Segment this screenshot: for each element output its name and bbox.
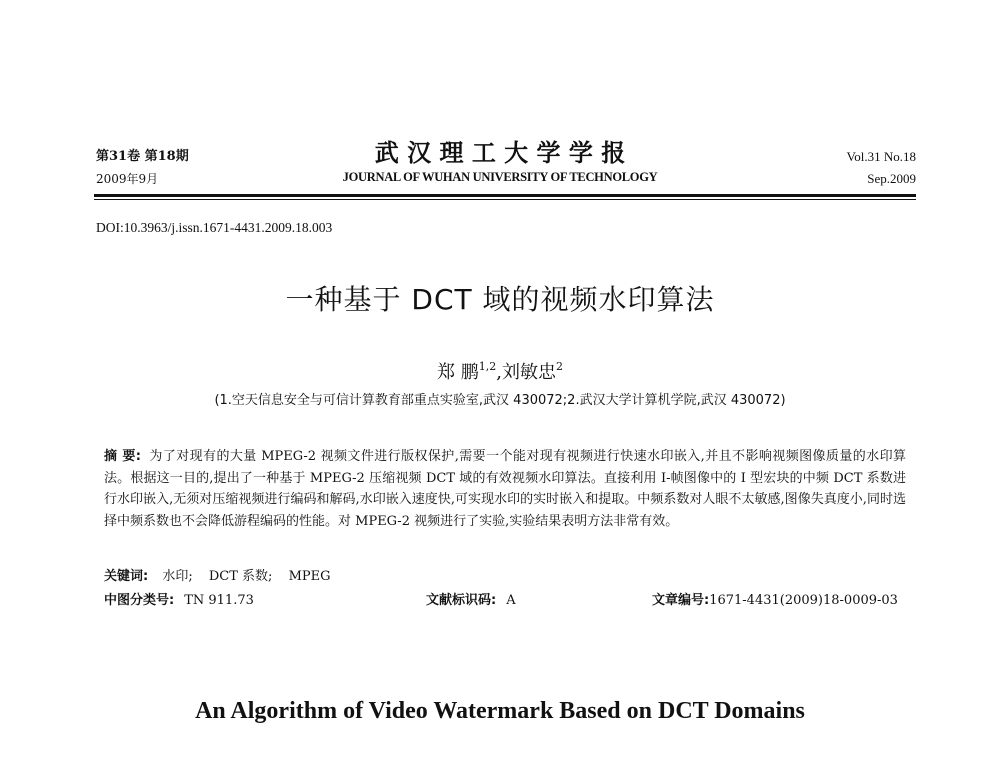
author-separator: , [496, 362, 502, 383]
doi: DOI:10.3963/j.issn.1671-4431.2009.18.003 [96, 220, 333, 235]
header-rule-thick [94, 194, 916, 197]
authors [0, 354, 1000, 386]
volume-issue-cn: 第31卷 第18期 [96, 149, 189, 164]
article-number-value: 1671-4431(2009)18-0009-03 [709, 593, 898, 608]
publication-date-en: Sep.2009 [867, 171, 916, 186]
keywords-label: 关键词: [104, 569, 149, 584]
article-number-label: 文章编号: [652, 593, 710, 608]
clc-number [104, 591, 254, 611]
keyword: MPEG [288, 569, 331, 584]
abstract [104, 446, 906, 532]
english-title: An Algorithm of Video Watermark Based on DCT Domains [195, 698, 805, 724]
author-name: 郑 鹏 [437, 362, 479, 383]
clc-label: 中图分类号: [104, 593, 175, 608]
masthead-left [96, 146, 189, 190]
journal-title-cn: 武 汉 理 工 大 学 学 报 [374, 138, 626, 167]
keyword: DCT 系数; [208, 569, 273, 584]
masthead-center [300, 138, 700, 186]
author-name: 刘敏忠 [501, 362, 556, 383]
article-title: 一种基于 DCT 域的视频水印算法 [285, 283, 715, 316]
author-affiliation-mark: 1,2 [478, 360, 497, 373]
affiliation: (1.空天信息安全与可信计算教育部重点实验室,武汉 430072;2.武汉大学计算机学院,武汉 430072) [214, 393, 786, 408]
article-number [652, 591, 898, 611]
volume-issue-en: Vol.31 No.18 [846, 149, 916, 164]
author-affiliation-mark: 2 [555, 360, 563, 373]
document-code-label: 文献标识码: [426, 593, 497, 608]
publication-date-cn: 2009年9月 [96, 172, 159, 186]
abstract-text: 为了对现有的大量 MPEG-2 视频文件进行版权保护,需要一个能对现有视频进行快速水印嵌入,并且不影响视频图像质量的水印算法。根据这一目的,提出了一种基于 MPEG-2 压缩视频 DCT 域的有效视频水印算法。直接利用 I-帧图像中的 I 型宏块的中频 DCT 系数进行水印嵌入,无须对压缩视频进行编码和解码,水印嵌入速度快,可实现水印的实时嵌入和提取。中频系数对人眼不太敏感,图像失真度小,同时选择中频系数也不会降低游程编码的性能。对 MPEG-2 视频进行了实验,实验结果表明方法非常有效。 [104, 449, 906, 529]
keywords [104, 567, 343, 587]
abstract-label: 摘 要: [104, 449, 141, 464]
masthead-right [847, 146, 916, 190]
keyword: 水印; [162, 569, 193, 584]
clc-value: TN 911.73 [184, 593, 254, 608]
header-rule-thin [94, 199, 916, 200]
document-code [426, 591, 516, 611]
journal-title-en: JOURNAL OF WUHAN UNIVERSITY OF TECHNOLOGY [342, 170, 658, 184]
document-code-value: A [506, 593, 516, 608]
